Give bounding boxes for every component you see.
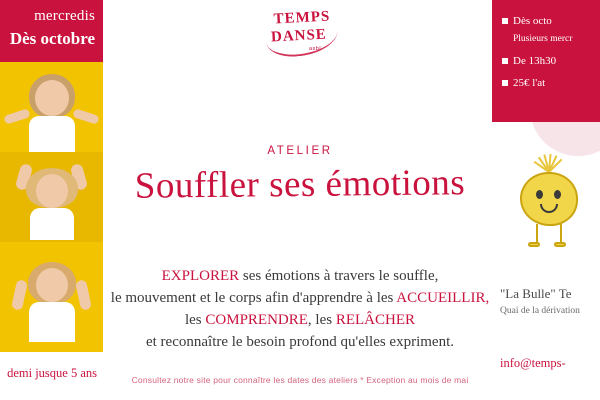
torso-shape	[29, 302, 75, 342]
creature-body-shape	[520, 172, 578, 226]
info-line	[502, 54, 600, 68]
body-text: , les	[307, 312, 336, 328]
body-text: les	[184, 312, 206, 328]
creature-eye-left	[536, 190, 543, 199]
info-line-label: Dès octo	[513, 15, 552, 27]
info-line-label: De 13h30	[513, 55, 557, 67]
left-arm-shape	[3, 108, 31, 125]
footnote-text: Consultez notre site pour connaître les dates des ateliers * Exception au mois de mai	[131, 375, 469, 385]
info-line	[502, 32, 600, 46]
child-illustration	[0, 242, 103, 352]
creature-illustration	[502, 150, 600, 260]
torso-shape	[30, 208, 74, 240]
keyword-highlight: COMPRENDRE	[205, 312, 308, 328]
keyword-highlight: ACCUEILLIR,	[396, 290, 490, 306]
description-line	[110, 265, 490, 287]
logo-text-bottom: DANSE	[270, 26, 328, 46]
kicker-label: ATELIER	[267, 145, 333, 157]
age-note: demi jusque 5 ans	[7, 366, 97, 380]
square-bullet-icon	[502, 18, 508, 24]
description-line	[110, 331, 490, 353]
body-text: le mouvement et le corps afin d'apprendre à les	[110, 290, 397, 306]
head-shape	[36, 268, 68, 302]
venue-address: Quai de la dérivation	[500, 306, 580, 316]
left-arm-shape	[11, 279, 28, 311]
left-bottom-note	[0, 352, 103, 400]
banner-line-2: Dès octobre	[9, 29, 95, 48]
description-line	[110, 309, 490, 331]
info-line	[502, 14, 600, 28]
brand-logo	[262, 10, 342, 62]
body-text: et reconnaître le besoin profond qu'elles expriment.	[145, 334, 454, 350]
info-line-label: Plusieurs mercr	[513, 34, 573, 44]
logo-text-top: TEMPS	[273, 8, 331, 28]
venue-name: "La Bulle" Te	[500, 286, 572, 301]
creature-foot-right	[554, 242, 566, 247]
info-line	[502, 76, 600, 90]
photo-child-shrugging	[0, 62, 103, 152]
body-text: ses émotions à travers le souffle,	[239, 268, 439, 284]
creature-eye-right	[554, 190, 561, 199]
creature-leg-right	[560, 224, 562, 244]
photo-child-flexing	[0, 242, 103, 352]
right-column	[492, 0, 600, 400]
practical-info-panel	[492, 0, 600, 122]
schedule-banner	[0, 0, 103, 62]
right-arm-shape	[72, 108, 100, 125]
keyword-highlight: RELÂCHER	[335, 312, 416, 328]
logo-text-sub: asbl	[308, 46, 322, 52]
contact-email[interactable]: info@temps-	[500, 356, 566, 370]
creature-leg-left	[536, 224, 538, 244]
banner-line-1: mercredis	[34, 8, 95, 24]
keyword-highlight: EXPLORER	[161, 268, 240, 284]
square-bullet-icon	[502, 80, 508, 86]
creature-foot-left	[528, 242, 540, 247]
description-line	[110, 287, 490, 309]
venue-block	[492, 286, 600, 370]
page-title: Souffler ses émotions	[134, 162, 466, 207]
child-illustration	[0, 62, 103, 152]
head-shape	[35, 80, 69, 116]
info-line-label: 25€ l'at	[513, 77, 546, 89]
right-arm-shape	[75, 279, 92, 311]
square-bullet-icon	[502, 58, 508, 64]
description-paragraph	[110, 265, 490, 353]
